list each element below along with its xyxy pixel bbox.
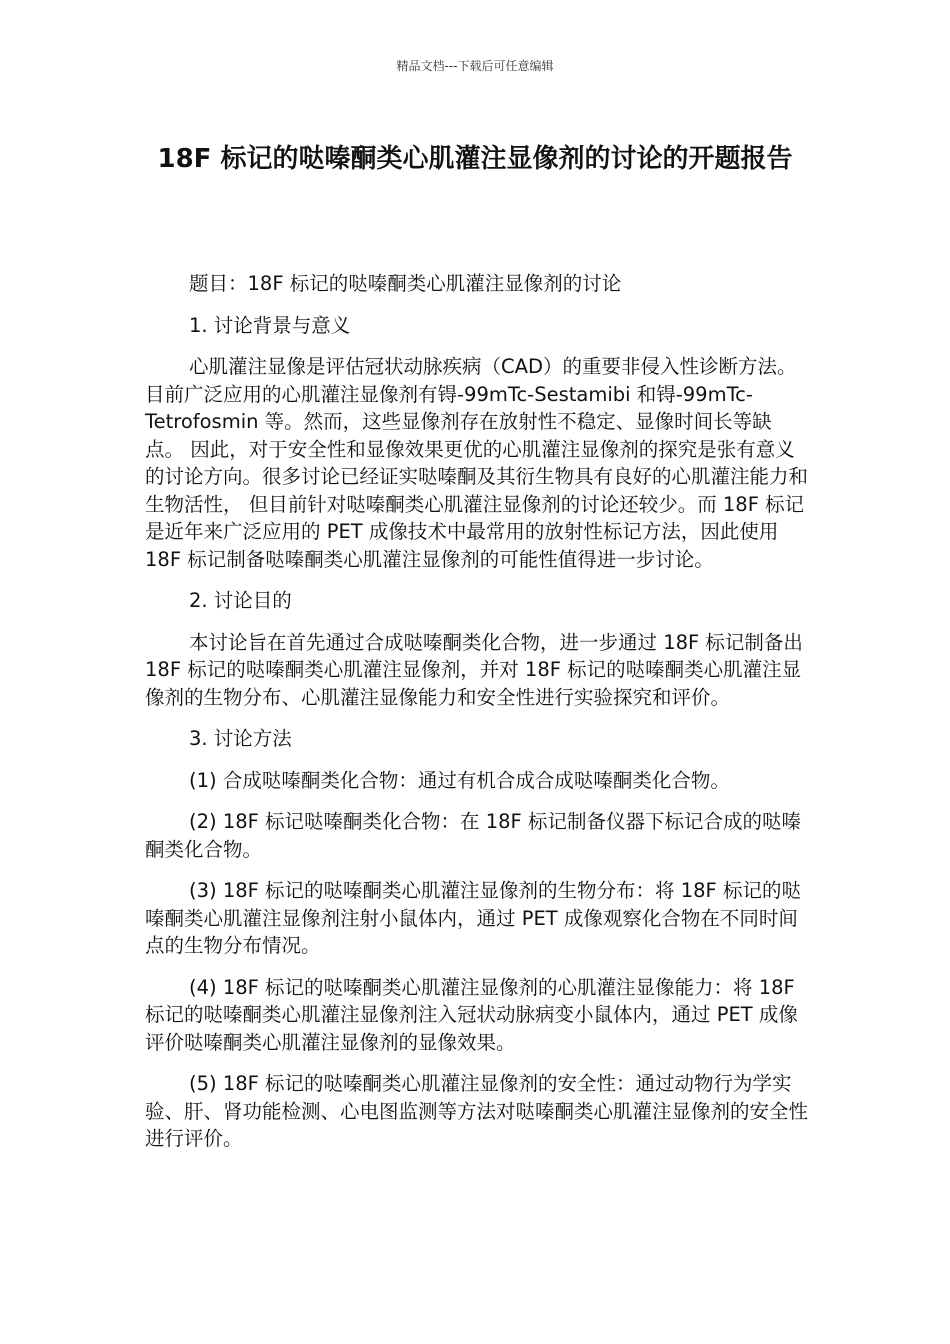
method-item: (2) 18F 标记哒嗪酮类化合物：在 18F 标记制备仪器下标记合成的哒嗪酮类化合物。 [145,810,801,861]
document-title: 18F 标记的哒嗪酮类心肌灌注显像剂的讨论的开题报告 [157,144,793,174]
method-item: (5) 18F 标记的哒嗪酮类心肌灌注显像剂的安全性：通过动物行为学实验、肝、肾功能检测、心电图监测等方法对哒嗪酮类心肌灌注显像剂的安全性进行评价。 [145,1072,809,1150]
background-heading: 1. 讨论背景与意义 [189,313,351,337]
purpose-paragraph: 本讨论旨在首先通过合成哒嗪酮类化合物，进一步通过 18F 标记制备出 18F 标记的哒嗪酮类心肌灌注显像剂，并对 18F 标记的哒嗪酮类心肌灌注显像剂的生物分布、心肌灌注显像能力和安全性进行实验探究和评价。 [145,630,803,709]
header-note: 精品文档---下载后可任意编辑 [396,59,554,73]
method-item: (3) 18F 标记的哒嗪酮类心肌灌注显像剂的生物分布：将 18F 标记的哒嗪酮类心肌灌注显像剂注射小鼠体内，通过 PET 成像观察化合物在不同时间点的生物分布情况。 [145,879,801,957]
method-item: (4) 18F 标记的哒嗪酮类心肌灌注显像剂的心肌灌注显像能力：将 18F 标记的哒嗪酮类心肌灌注显像剂注入冠状动脉病变小鼠体内，通过 PET 成像评价哒嗪酮类心肌灌注显像剂的显像效果。 [145,975,798,1054]
methods-heading: 3. 讨论方法 [189,727,292,750]
document-body [145,270,810,1153]
purpose-heading: 2. 讨论目的 [189,589,292,612]
method-item: (1) 合成哒嗪酮类化合物：通过有机合成合成哒嗪酮类化合物。 [189,768,730,792]
topic-line: 题目：18F 标记的哒嗪酮类心肌灌注显像剂的讨论 [189,272,622,295]
background-paragraph: 心肌灌注显像是评估冠状动脉疾病（CAD）的重要非侵入性诊断方法。目前广泛应用的心肌灌注显像剂有锝-99mTc-Sestamibi 和锝-99mTc-Tetrofosmin 等。然而，这些显像剂存在放射性不稳定、显像时间长等缺点。 因此，对于安全性和显像效果更优的心肌灌注显像剂的探究是张有意义的讨论方向。很多讨论已经证实哒嗪酮及其衍生物具有良好的心肌灌注能力和生物活性， 但目前针对哒嗪酮类心肌灌注显像剂的讨论还较少。而 18F 标记是近年来广泛应用的 PET 成像技术中最常用的放射性标记方法，因此使用 18F 标记制备哒嗪酮类心肌灌注显像剂的可能性值得进一步讨论。 [145,355,809,571]
